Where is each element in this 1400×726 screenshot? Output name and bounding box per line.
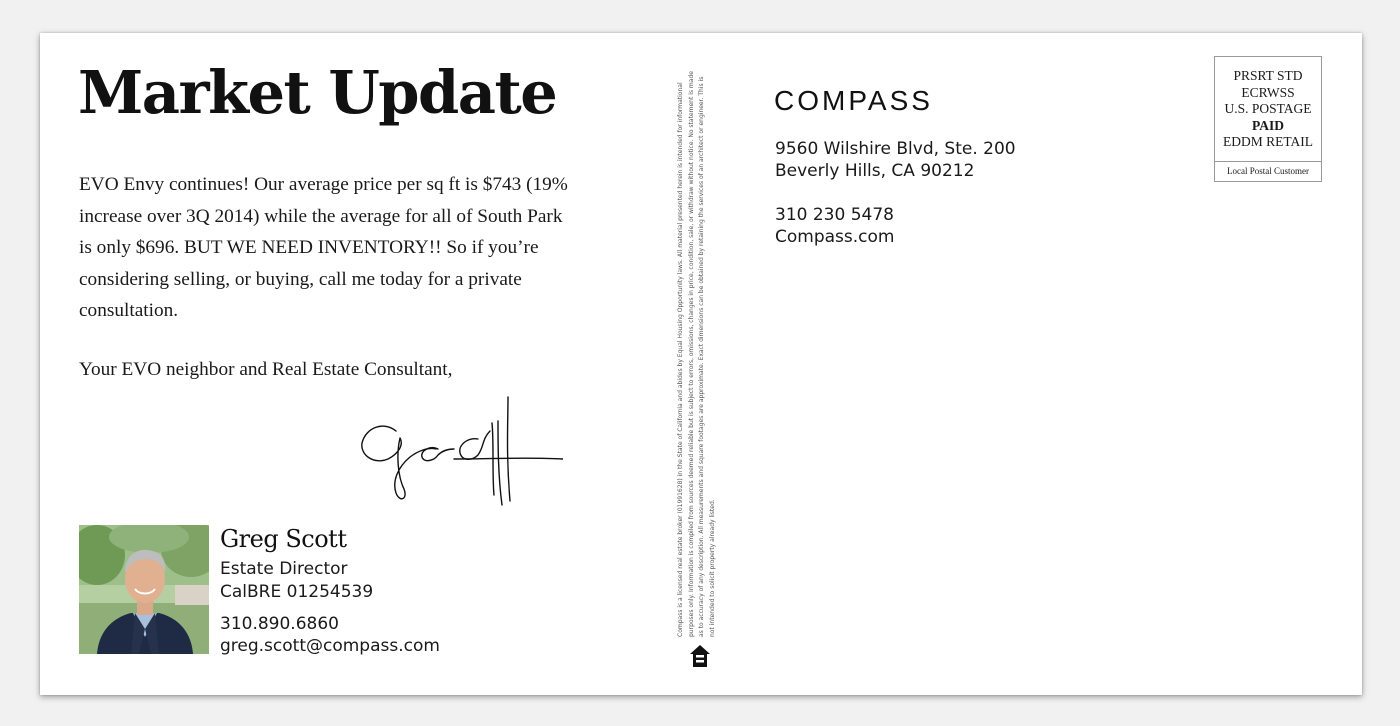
legal-disclaimer: Compass is a licensed real estate broker (01991628) in the State of California and abides by Equal Housing Opportunity laws. All material presented herein is intended for informational purposes only. Information is compiled from sources deemed reliable but is subject to errors, omissions, changes in price, condition, sale, or withdraw without notice. No statement is made as to accuracy of any description. All measurements and square footages are approximate. Exact dimensions can be obtained by retaining the services of an architect or engineer. This is not intended to solicit property already listed. (677, 71, 716, 637)
agent-photo (79, 525, 209, 654)
headline: Market Update (78, 58, 557, 127)
signature-image (358, 393, 563, 508)
brokerage-address-line1: 9560 Wilshire Blvd, Ste. 200 (775, 139, 1016, 159)
logo-text: COMPASS (774, 85, 933, 116)
message-body: EVO Envy continues! Our average price per sq ft is $743 (19% increase over 3Q 2014) while the average for all of South Park is only $696. BUT WE NEED INVENTORY!! So if you’re considering selling, or buying, call me today for a private consultation. (79, 174, 568, 321)
agent-name: Greg Scott (220, 525, 347, 553)
message-closing: Your EVO neighbor and Real Estate Consultant, (79, 359, 453, 380)
agent-title: Estate Director (220, 559, 348, 579)
postage-line1: PRSRT STD (1233, 68, 1303, 83)
postcard (40, 33, 1362, 695)
brokerage-address-line2: Beverly Hills, CA 90212 (775, 161, 975, 181)
brokerage-website[interactable]: Compass.com (775, 227, 895, 247)
agent-email[interactable]: greg.scott@compass.com (220, 636, 440, 656)
postage-paid: PAID (1252, 117, 1284, 133)
postage-line3: U.S. POSTAGE (1224, 101, 1312, 116)
agent-phone[interactable]: 310.890.6860 (220, 614, 339, 634)
brokerage-phone[interactable]: 310 230 5478 (775, 205, 894, 225)
postage-line5: EDDM RETAIL (1222, 134, 1314, 149)
postage-indicia (1214, 56, 1322, 182)
postage-line2: ECRWSS (1241, 84, 1295, 100)
compass-logo (774, 85, 944, 117)
equal-housing-opportunity-icon (688, 643, 712, 669)
postage-footer: Local Postal Customer (1215, 161, 1321, 181)
agent-license: CalBRE 01254539 (220, 582, 374, 602)
